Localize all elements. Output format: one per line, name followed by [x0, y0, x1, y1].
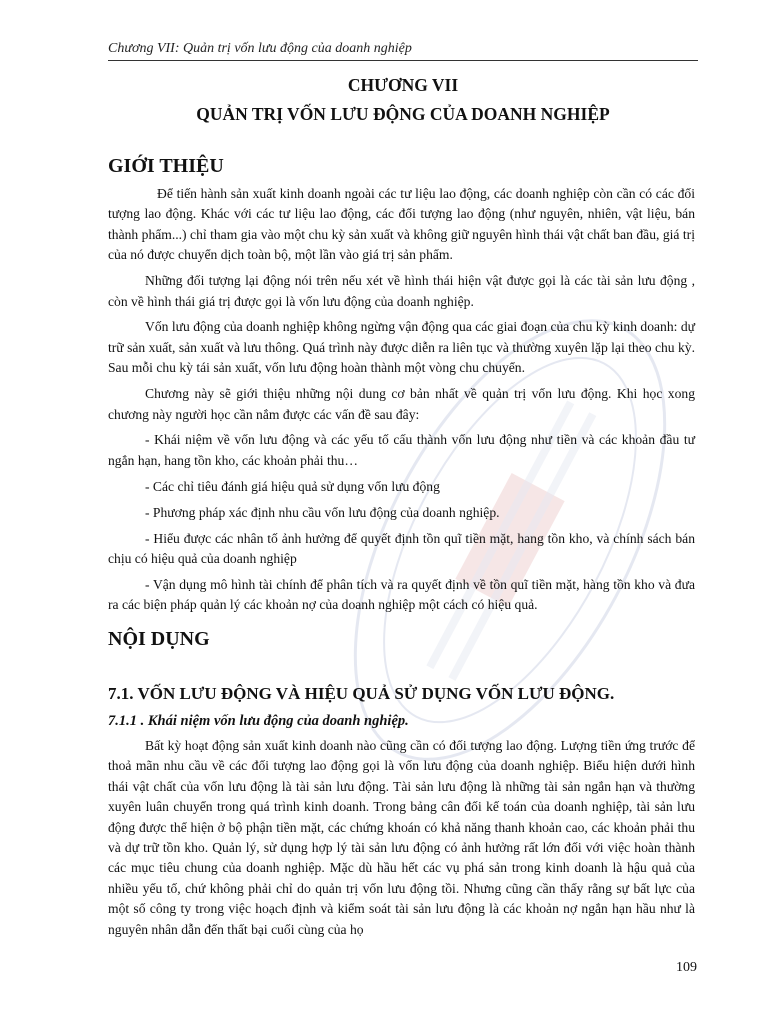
chapter-title: QUẢN TRỊ VỐN LƯU ĐỘNG CỦA DOANH NGHIỆP	[196, 104, 610, 124]
intro-bullet: - Vận dụng mô hình tài chính để phân tích và ra quyết định về tồn quĩ tiền mặt, hàng tồn kho và đưa ra các biện pháp quản lý các khoản nợ của doanh nghiệp một cách có hiệu quả.	[108, 576, 695, 613]
intro-bullet: - Phương pháp xác định nhu cầu vốn lưu động của doanh nghiệp.	[145, 504, 500, 520]
section-7-1-heading: 7.1. VỐN LƯU ĐỘNG VÀ HIỆU QUẢ SỬ DỤNG VỐN LƯU ĐỘNG.	[108, 684, 615, 703]
intro-bullet: - Hiểu được các nhân tố ảnh hưởng để quyết định tồn quĩ tiền mặt, hang tồn kho, và chính sách bán chịu có hiệu quả của doanh nghiệp	[108, 530, 695, 566]
running-header: Chương VII: Quản trị vốn lưu động của doanh nghiệp	[108, 41, 412, 56]
intro-body	[108, 184, 695, 621]
section-paragraph: Bất kỳ hoạt động sản xuất kinh doanh nào cũng cần có đối tượng lao động. Lượng tiền ứng trước để thoả mãn nhu cầu về các đối tượng lao động gọi là vốn lưu động của doanh nghiệp. Biểu hiện dưới hình thái vật chất của vốn lưu động là tài sản lưu động. Tài sản lưu động là những tài sản ngắn hạn và thường xuyên luân chuyển trong quá trình kinh doanh. Trong bảng cân đối kế toán của doanh nghiệp, tài sản lưu động được thể hiện ở bộ phận tiền mặt, các chứng khoán có khả năng thanh khoản cao, các khoản phải thu và dự trữ tồn kho. Quản lý, sử dụng hợp lý tài sản lưu động có ảnh hưởng rất lớn đối với việc hoàn thành các mục tiêu chung của doanh nghiệp. Mặc dù hầu hết các vụ phá sản trong kinh doanh là hậu quả của nhiều yếu tố, chứ không phải chỉ do quản trị vốn lưu động tồi. Nhưng cũng cần thấy rằng sự bất lực của một số công ty trong việc hoạch định và kiểm soát tài sản lưu động là các khoản nợ ngắn hạn hầu như là nguyên nhân dẫn đến thất bại cuối cùng của họ	[108, 738, 695, 937]
intro-paragraph: Vốn lưu động của doanh nghiệp không ngừng vận động qua các giai đoạn của chu kỳ kinh doanh: dự trữ sản xuất, sản xuất và lưu thông. Quá trình này được diễn ra liên tục và thường xuyên lặp lại theo chu kỳ. Sau mỗi chu kỳ tái sản xuất, vốn lưu động hoàn thành một vòng chu chuyển.	[108, 319, 695, 376]
chapter-number: CHƯƠNG VII	[347, 75, 459, 95]
section-7-1-1-body	[108, 736, 695, 946]
intro-paragraph: Những đối tượng lại động nói trên nếu xét về hình thái hiện vật được gọi là các tài sản lưu động , còn về hình thái giá trị được gọi là vốn lưu động của doanh nghiệp.	[108, 273, 695, 309]
intro-paragraph: Để tiến hành sản xuất kinh doanh ngoài các tư liệu lao động, các doanh nghiệp còn cần có các đối tượng lao động. Khác với các tư liệu lao động, các đối tượng lao động (như nguyên, nhiên, vật liệu, bán thành phẩm...) chỉ tham gia vào một chu kỳ sản xuất và không giữ nguyên hình thái vật chất ban đầu, giá trị của nó được chuyển dịch toàn bộ, một lần vào giá trị sản phẩm.	[108, 186, 695, 263]
intro-heading: GIỚI THIỆU	[108, 155, 224, 177]
intro-bullet: - Các chỉ tiêu đánh giá hiệu quả sử dụng vốn lưu động	[145, 478, 440, 494]
content-heading: NỘI DỤNG	[108, 628, 210, 650]
intro-bullet: - Khái niệm về vốn lưu động và các yếu tố cấu thành vốn lưu động như tiền và các khoản đầu tư ngắn hạn, hang tồn kho, các khoản phải thu…	[108, 432, 695, 468]
intro-paragraph: Chương này sẽ giới thiệu những nội dung cơ bản nhất về quản trị vốn lưu động. Khi học xong chương này người học cần nắm được các vấn đề sau đây:	[108, 386, 695, 422]
page-number: 109	[676, 960, 697, 975]
section-7-1-1-heading: 7.1.1 . Khái niệm vốn lưu động của doanh nghiệp.	[108, 713, 409, 729]
header-divider	[108, 60, 698, 61]
